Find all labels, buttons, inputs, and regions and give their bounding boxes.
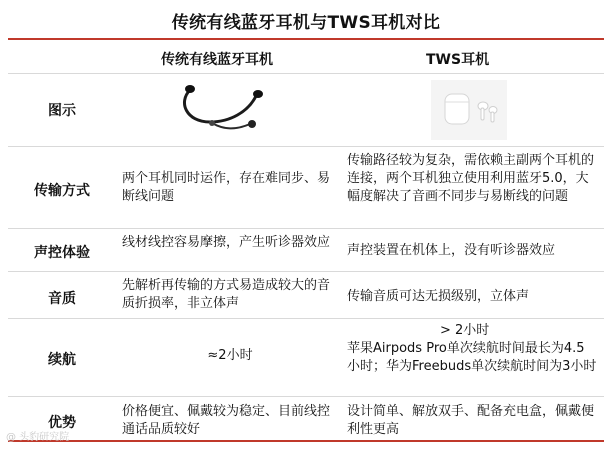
tws-battery-life-text: 苹果Airpods Pro单次续航时间最长为4.5小时；华为Freebuds单次续航时间为3小时 <box>347 341 597 374</box>
wired-sound-quality-text: 先解析再传输的方式易造成较大的音质折损率，非立体声 <box>122 278 331 311</box>
wired-battery-life-text: ≈2小时 <box>207 348 253 363</box>
column-header-wired: 传统有线蓝牙耳机 <box>161 52 273 68</box>
page-title: 传统有线蓝牙耳机与TWS耳机对比 <box>171 13 441 33</box>
wired-voice-control-text: 线材线控容易摩擦，产生听诊器效应 <box>122 235 331 250</box>
column-header-tws: TWS耳机 <box>426 52 490 68</box>
tws-voice-control-text: 声控装置在机体上，没有听诊器效应 <box>347 243 556 258</box>
tws-transmission-text: 传输路径较为复杂，需依赖主副两个耳机的连接，两个耳机独立使用利用蓝牙5.0，大幅度解决了音画不同步与易断线的问题 <box>347 153 595 204</box>
bottom-rule <box>8 440 604 442</box>
row-label-transmission: 传输方式 <box>34 183 90 199</box>
row-divider <box>8 271 604 272</box>
wired-advantages-text: 价格便宜、佩戴较为稳定、目前线控通话品质较好 <box>122 404 331 437</box>
row-divider <box>8 318 604 319</box>
row-label-voice-control: 声控体验 <box>34 245 90 261</box>
wired-earphone-image <box>172 80 272 138</box>
row-divider <box>8 396 604 397</box>
tws-advantages-text: 设计简单、解放双手、配备充电盒，佩戴便利性更高 <box>347 404 595 437</box>
row-label-battery-life: 续航 <box>48 352 76 368</box>
row-divider <box>8 73 604 74</box>
row-label-advantages: 优势 <box>48 415 76 431</box>
row-label-sound-quality: 音质 <box>48 291 76 307</box>
tws-earphone-image <box>431 80 507 140</box>
top-rule <box>8 38 604 40</box>
wired-transmission-text: 两个耳机同时运作，存在难同步、易断线问题 <box>122 171 331 204</box>
row-label-image: 图示 <box>48 103 76 119</box>
row-divider <box>8 228 604 229</box>
row-divider <box>8 146 604 147</box>
watermark: @ 头豹研究院 <box>6 432 70 443</box>
tws-battery-life-summary: > 2小时 <box>440 323 490 338</box>
tws-sound-quality-text: 传输音质可达无损级别，立体声 <box>347 289 530 304</box>
